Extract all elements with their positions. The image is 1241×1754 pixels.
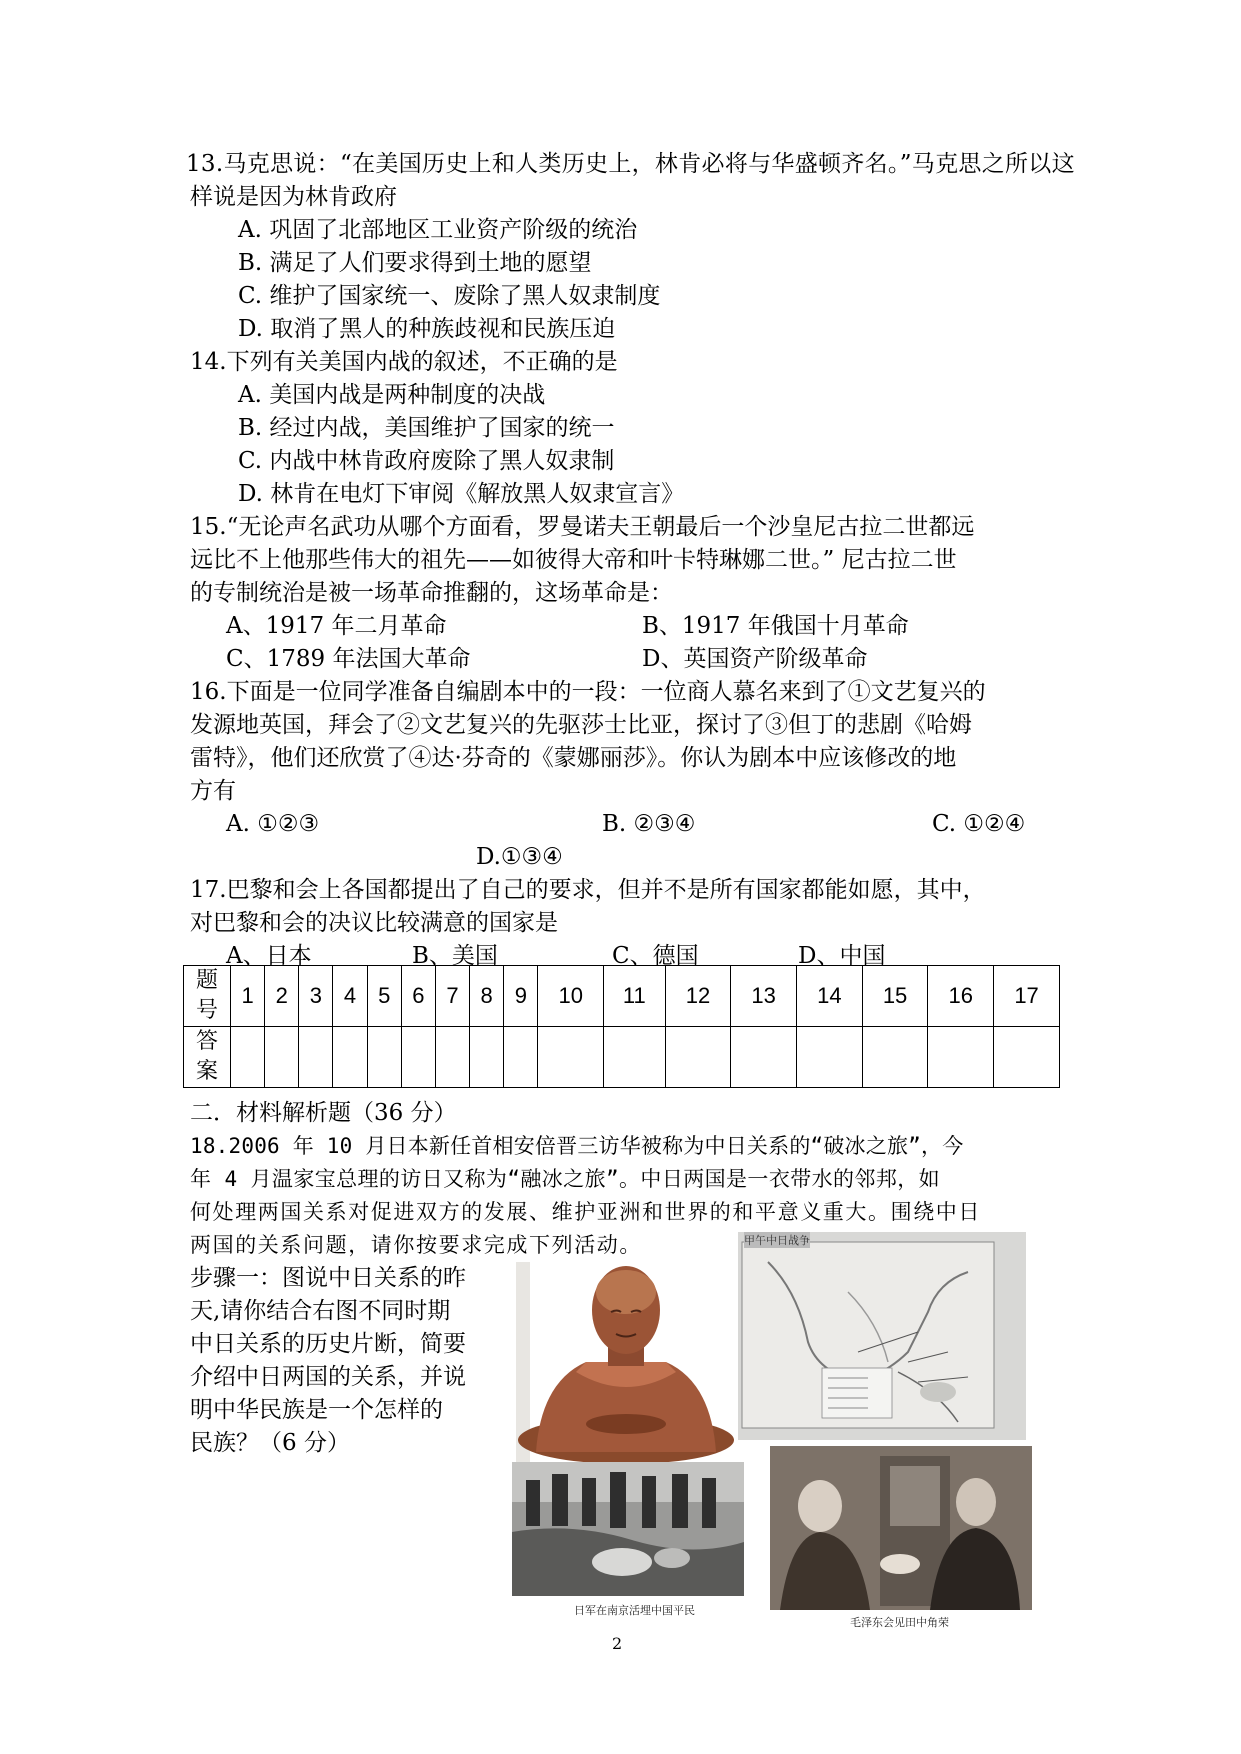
q16-option-b: B. ②③④ <box>602 811 696 837</box>
q16-stem-line1: 16.下面是一位同学准备自编剧本中的一段：一位商人慕名来到了①文艺复兴的 <box>190 679 986 705</box>
answer-table-number: 2 <box>265 966 299 1027</box>
q17-option-d: D、中国 <box>798 943 886 969</box>
page-number: 2 <box>612 1634 623 1653</box>
q18-line3: 何处理两国关系对促进双方的发展、维护亚洲和世界的和平意义重大。围绕中日 <box>190 1200 981 1224</box>
answer-cell[interactable] <box>367 1027 401 1088</box>
answer-table-head-answer-text: 答案 <box>195 1029 218 1084</box>
sino-japanese-war-map-image <box>738 1232 1026 1440</box>
q15-options-row1 <box>190 610 1150 643</box>
step1-line2: 天,请你结合右图不同时期 <box>190 1298 451 1324</box>
answer-table-number: 5 <box>367 966 401 1027</box>
questions-13-17 <box>186 148 1150 973</box>
q16-option-c: C. ①②④ <box>932 811 1026 837</box>
q18-line1: 18.2006 年 10 月日本新任首相安倍晋三访华被称为中日关系的“破冰之旅”，今 <box>190 1134 964 1158</box>
nanjing-photo-drawing <box>512 1462 744 1596</box>
q14-option-c: C. 内战中林肯政府废除了黑人奴隶制 <box>238 448 615 474</box>
answer-cell[interactable] <box>928 1027 994 1088</box>
answer-cell[interactable] <box>470 1027 504 1088</box>
answer-table-number: 4 <box>333 966 367 1027</box>
q13-option-a: A. 巩固了北部地区工业资产阶级的统治 <box>238 217 638 243</box>
answer-cell[interactable] <box>862 1027 928 1088</box>
q13-stem-line2: 样说是因为林肯政府 <box>190 184 397 210</box>
step1-line6: 民族？（6 分） <box>190 1430 350 1456</box>
q14-option-a: A. 美国内战是两种制度的决战 <box>238 382 546 408</box>
answer-cell[interactable] <box>333 1027 367 1088</box>
answer-table-number: 17 <box>994 966 1060 1027</box>
answer-cell[interactable] <box>401 1027 435 1088</box>
answer-table-number: 14 <box>797 966 863 1027</box>
answer-table-head-number-text: 题号 <box>195 968 218 1023</box>
answer-table-number: 3 <box>299 966 333 1027</box>
q17-option-c: C、德国 <box>612 943 699 969</box>
mao-tanaka-caption: 毛泽东会见田中角荣 <box>850 1616 949 1629</box>
q13-option-d: D. 取消了黑人的种族歧视和民族压迫 <box>238 316 616 342</box>
q16-stem-line4: 方有 <box>190 778 236 804</box>
q15-option-b: B、1917 年俄国十月革命 <box>642 613 909 639</box>
answer-table-number: 8 <box>470 966 504 1027</box>
war-map-drawing <box>738 1232 1026 1440</box>
answer-table <box>183 965 1060 1088</box>
answer-table-number: 9 <box>504 966 538 1027</box>
answer-table-number-row <box>184 966 1060 1027</box>
war-map-title: 甲午中日战争 <box>744 1234 810 1247</box>
answer-cell[interactable] <box>994 1027 1060 1088</box>
answer-cell[interactable] <box>797 1027 863 1088</box>
answer-table-number: 10 <box>538 966 604 1027</box>
q16-options-row2 <box>190 841 1150 874</box>
answer-table-number: 13 <box>731 966 797 1027</box>
q15-stem-line3: 的专制统治是被一场革命推翻的，这场革命是： <box>190 580 673 606</box>
q15-stem-line2: 远比不上他那些伟大的祖先——如彼得大帝和叶卡特琳娜二世。” 尼古拉二世 <box>190 547 957 573</box>
answer-cell[interactable] <box>231 1027 265 1088</box>
q13-stem-line1: 13.马克思说：“在美国历史上和人类历史上，林肯必将与华盛顿齐名。”马克思之所以这 <box>186 151 1075 177</box>
answer-table-head-answer <box>184 1027 231 1088</box>
answer-table-head-number <box>184 966 231 1027</box>
q14-option-d: D. 林肯在电灯下审阅《解放黑人奴隶宣言》 <box>238 481 685 507</box>
q15-option-c: C、1789 年法国大革命 <box>226 646 471 672</box>
q16-option-a: A. ①②③ <box>226 811 320 837</box>
answer-cell[interactable] <box>538 1027 604 1088</box>
nanjing-photo-image <box>512 1462 744 1617</box>
step1-line4: 介绍中日两国的关系，并说 <box>190 1364 466 1390</box>
q14-stem: 14.下列有关美国内战的叙述，不正确的是 <box>190 349 618 375</box>
q16-stem-line2: 发源地英国，拜会了②文艺复兴的先驱莎士比亚，探讨了③但丁的悲剧《哈姆 <box>190 712 972 738</box>
answer-table-number: 16 <box>928 966 994 1027</box>
answer-cell[interactable] <box>731 1027 797 1088</box>
q15-option-d: D、英国资产阶级革命 <box>642 646 868 672</box>
answer-table-number: 1 <box>231 966 265 1027</box>
answer-cell[interactable] <box>665 1027 731 1088</box>
q16-options-row1 <box>190 808 1150 841</box>
answer-table-number: 7 <box>435 966 469 1027</box>
jianzhen-statue-drawing <box>516 1262 742 1464</box>
q18-line4: 两国的关系问题，请你按要求完成下列活动。 <box>190 1233 642 1257</box>
mao-tanaka-photo-drawing <box>770 1446 1032 1610</box>
q16-option-d: D.①③④ <box>476 844 563 870</box>
q16-stem-line3: 雷特》，他们还欣赏了④达·芬奇的《蒙娜丽莎》。你认为剧本中应该修改的地 <box>190 745 957 771</box>
answer-table-answer-row <box>184 1027 1060 1088</box>
q15-options-row2 <box>190 643 1150 676</box>
answer-cell[interactable] <box>265 1027 299 1088</box>
section-2-title: 二．材料解析题（36 分） <box>190 1100 457 1126</box>
q13-option-c: C. 维护了国家统一、废除了黑人奴隶制度 <box>238 283 661 309</box>
q18-line2: 年 4 月温家宝总理的访日又称为“融冰之旅”。中日两国是一衣带水的邻邦，如 <box>190 1167 941 1191</box>
answer-table-number: 12 <box>665 966 731 1027</box>
answer-table-number: 6 <box>401 966 435 1027</box>
q17-stem-line2: 对巴黎和会的决议比较满意的国家是 <box>190 910 558 936</box>
answer-cell[interactable] <box>504 1027 538 1088</box>
mao-tanaka-photo-image <box>770 1446 1032 1629</box>
step1-line1: 步骤一：图说中日关系的昨 <box>190 1265 466 1291</box>
q17-stem-line1: 17.巴黎和会上各国都提出了自己的要求，但并不是所有国家都能如愿，其中， <box>190 877 986 903</box>
step1-line3: 中日关系的历史片断，简要 <box>190 1331 466 1357</box>
answer-cell[interactable] <box>604 1027 665 1088</box>
q13-option-b: B. 满足了人们要求得到土地的愿望 <box>238 250 592 276</box>
answer-table-number: 15 <box>862 966 928 1027</box>
jianzhen-statue-image <box>516 1262 742 1464</box>
q15-stem-line1: 15.“无论声名武功从哪个方面看，罗曼诺夫王朝最后一个沙皇尼古拉二世都远 <box>190 514 975 540</box>
answer-cell[interactable] <box>299 1027 333 1088</box>
answer-cell[interactable] <box>435 1027 469 1088</box>
q14-option-b: B. 经过内战，美国维护了国家的统一 <box>238 415 615 441</box>
q15-option-a: A、1917 年二月革命 <box>226 613 447 639</box>
q17-option-b: B、美国 <box>412 943 498 969</box>
answer-table-number: 11 <box>604 966 665 1027</box>
nanjing-caption: 日军在南京活埋中国平民 <box>574 1604 695 1617</box>
step1-line5: 明中华民族是一个怎样的 <box>190 1397 443 1423</box>
q17-option-a: A、日本 <box>226 943 312 969</box>
